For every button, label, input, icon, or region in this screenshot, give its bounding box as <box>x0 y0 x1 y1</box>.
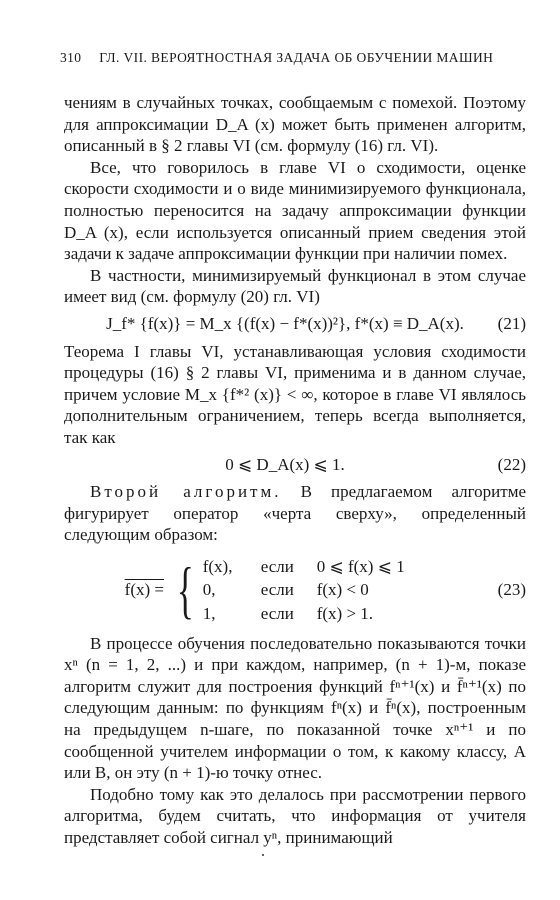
equation-21 <box>64 313 526 335</box>
case-2-value: 0, <box>202 580 216 600</box>
case-2-word: если <box>260 580 294 600</box>
running-title: ГЛ. VII. ВЕРОЯТНОСТНАЯ ЗАДАЧА ОБ ОБУЧЕНИИ МАШИН <box>99 50 494 65</box>
case-1-value: f(x), <box>202 556 233 576</box>
page-body <box>64 92 526 849</box>
equation-23 <box>64 556 526 625</box>
case-3-condition: f(x) > 1. <box>316 604 374 624</box>
paragraph-4: Теорема I главы VI, устанавливающая условия сходимости процедуры (16) § 2 главы VI, применима и в данном случае, причем условие M_x {f*² (x)} < ∞, которое в главе VI являлось дополнительным ограничением, теперь всегда выполняется, так как <box>64 341 526 447</box>
paragraph-6: В процессе обучения последовательно показываются точки xⁿ (n = 1, 2, ...) и при каждом, например, (n + 1)-м, показе алгоритм служит для построения функций fⁿ⁺¹(x) и f̄ⁿ⁺¹(x) по следующим данным: по функциям fⁿ(x) и f̄ⁿ(x), построенным на предыдущем n-шаге, по показанной точке xⁿ⁺¹ и по сообщенной учителем информации о том, к какому классу, A или B, он эту (n + 1)-ю точку отнес. <box>64 633 526 783</box>
equation-21-formula: J_f* {f(x)} = M_x {(f(x) − f*(x))²}, f*(x) ≡ D_A(x). <box>106 313 464 333</box>
ink-speck <box>262 854 264 856</box>
equation-22-formula: 0 ⩽ D_A(x) ⩽ 1. <box>225 454 345 474</box>
equation-22-number: (22) <box>497 454 526 474</box>
equation-23-cases <box>203 556 427 625</box>
case-2-condition: f(x) < 0 <box>316 580 369 600</box>
paragraph-1: чениям в случайных точках, сообщаемым с помехой. Поэтому для аппроксимации D_A (x) может быть применен алгоритм, описанный в § 2 главы VI (см. формулу (16) гл. VI). <box>64 93 526 156</box>
left-brace: { <box>176 554 194 626</box>
case-3-word: если <box>260 604 294 624</box>
paragraph-7: Подобно тому как это делалось при рассмотрении первого алгоритма, будем считать, что информация от учителя представляет собой сигнал yⁿ, принимающий <box>64 784 526 847</box>
case-1-condition: 0 ⩽ f(x) ⩽ 1 <box>316 556 405 576</box>
case-1-word: если <box>260 556 294 576</box>
case-3-value: 1, <box>202 604 216 624</box>
equation-22 <box>64 454 526 476</box>
page-number: 310 <box>60 50 82 65</box>
paragraph-2: Все, что говорилось в главе VI о сходимости, оценке скорости сходимости и о виде минимизируемого функционала, полностью переносится на задачу аппроксимации функции D_A (x), если используется описанный прием сведения этой задачи к задаче аппроксимации функции при наличии помех. <box>64 157 526 264</box>
equation-23-number: (23) <box>497 580 526 600</box>
paragraph-5 <box>64 481 526 546</box>
paragraph-3: В частности, минимизируемый функционал в этом случае имеет вид (см. формулу (20) гл. VI) <box>64 265 526 307</box>
running-header <box>60 50 500 66</box>
paragraph-5-text: В предлагаемом алгоритме фигурирует оператор «черта сверху», определенный следующим образом: <box>64 482 527 545</box>
equation-21-number: (21) <box>497 313 526 333</box>
equation-23-lhs: f(x) = <box>124 580 164 600</box>
algorithm-heading: Второй алгоритм. <box>90 482 282 502</box>
